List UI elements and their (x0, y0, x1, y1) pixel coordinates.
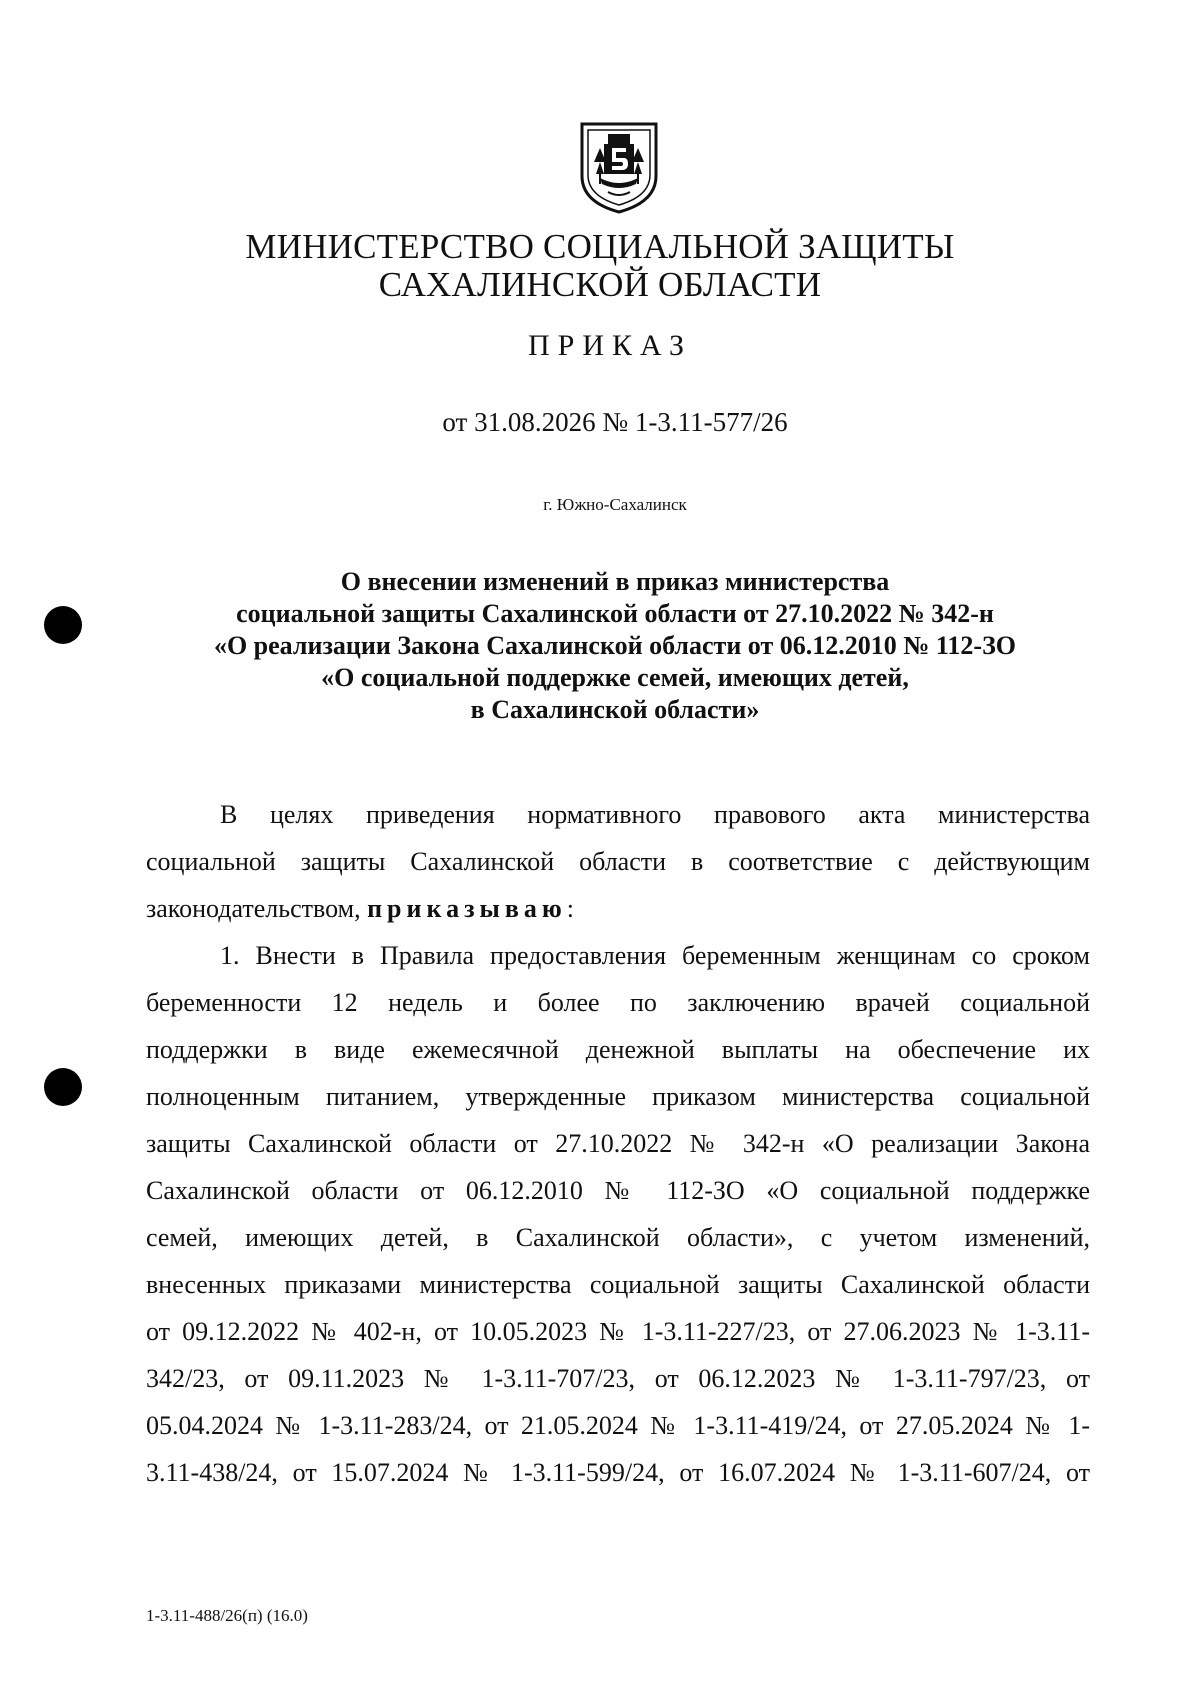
coat-of-arms-emblem (574, 118, 664, 214)
item1-line-8: внесенных приказами министерства социальной защиты Сахалинской области (146, 1270, 1090, 1299)
preamble-line-3-suffix: : (566, 894, 574, 923)
item1-line-7: семей, имеющих детей, в Сахалинской области», с учетом изменений, (146, 1223, 1090, 1252)
order-date-number: от 31.08.2026 № 1-3.11-577/26 (442, 407, 788, 437)
item1-line-4: полноценным питанием, утвержденные приказом министерства социальной (146, 1082, 1090, 1111)
punch-hole-bottom (44, 1068, 82, 1106)
item1-line-3: поддержки в виде ежемесячной денежной выплаты на обеспечение их (146, 1035, 1090, 1064)
item1-line-1: 1. Внести в Правила предоставления беременным женщинам со сроком (220, 941, 1090, 970)
ministry-name-line-1: МИНИСТЕРСТВО СОЦИАЛЬНОЙ ЗАЩИТЫ (245, 227, 955, 266)
item1-line-9: от 09.12.2022 № 402-н, от 10.05.2023 № 1-3.11-227/23, от 27.06.2023 № 1-3.11- (146, 1317, 1090, 1346)
item1-line-10: 342/23, от 09.11.2023 № 1-3.11-707/23, от 06.12.2023 № 1-3.11-797/23, от (146, 1364, 1090, 1393)
footer-document-code: 1-3.11-488/26(п) (16.0) (146, 1606, 308, 1625)
decree-word: приказываю (367, 894, 567, 923)
item1-line-6: Сахалинской области от 06.12.2010 № 112-ЗО «О социальной поддержке (146, 1176, 1090, 1205)
subject-line-1: О внесении изменений в приказ министерства (340, 567, 890, 596)
document-type-title: ПРИКАЗ (528, 329, 692, 362)
punch-hole-top (44, 606, 82, 644)
subject-line-3: «О реализации Закона Сахалинской области от 06.12.2010 № 112-ЗО (213, 631, 1017, 660)
item1-line-11: 05.04.2024 № 1-3.11-283/24, от 21.05.2024 № 1-3.11-419/24, от 27.05.2024 № 1- (146, 1411, 1090, 1440)
preamble-line-3-prefix: законодательством, (146, 894, 368, 923)
subject-line-5: в Сахалинской области» (470, 695, 760, 724)
preamble-line-3 (146, 893, 1090, 925)
city-name: г. Южно-Сахалинск (543, 495, 687, 514)
item1-line-5: защиты Сахалинской области от 27.10.2022 № 342-н «О реализации Закона (146, 1129, 1090, 1158)
preamble-line-1: В целях приведения нормативного правового акта министерства (220, 800, 1090, 829)
ministry-name-line-2: САХАЛИНСКОЙ ОБЛАСТИ (378, 265, 822, 304)
preamble-line-2: социальной защиты Сахалинской области в соответствие с действующим (146, 847, 1090, 876)
subject-line-2: социальной защиты Сахалинской области от 27.10.2022 № 342-н (236, 599, 994, 628)
item1-line-12: 3.11-438/24, от 15.07.2024 № 1-3.11-599/24, от 16.07.2024 № 1-3.11-607/24, от (146, 1458, 1090, 1487)
item1-line-2: беременности 12 недель и более по заключению врачей социальной (146, 988, 1090, 1017)
subject-line-4: «О социальной поддержке семей, имеющих детей, (321, 663, 909, 692)
